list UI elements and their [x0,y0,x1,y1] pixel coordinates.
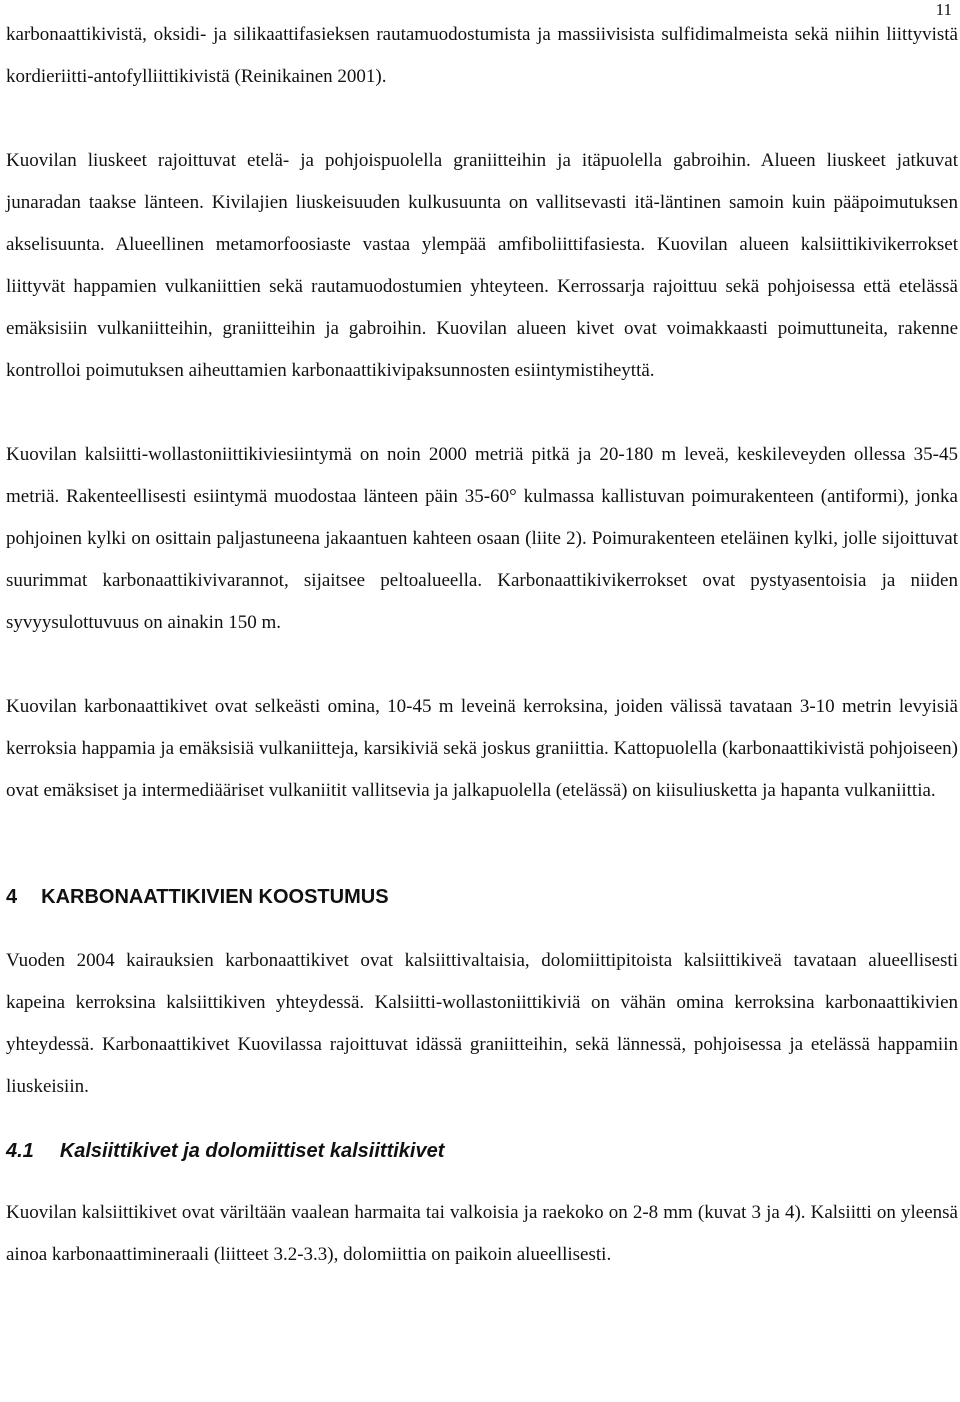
paragraph-calcite-rocks: Kuovilan kalsiittikivet ovat väriltään vaalean harmaita tai valkoisia ja raekoko on 2-8 mm (kuvat 3 ja 4). Kalsiitti on yleensä ainoa karbonaattimineraali (liitteet 3.2-3.3), dolomiittia on paikoin alueellisesti. [6,1202,958,1265]
paragraph-occurrence-dimensions: Kuovilan kalsiitti-wollastoniittikiviesiintymä on noin 2000 metriä pitkä ja 20-180 m leveä, keskileveyden ollessa 35-45 metriä. Rakenteellisesti esiintymä muodostaa länteen päin 35-60° kulmassa kallistuvan poimurakenteen (antiformi), jonka pohjoinen kylki on osittain paljastuneena jakaantuen kahteen osaan (liite 2). Poimurakenteen eteläinen kylki, jolle sijoittuvat suurimmat karbonaattikivivarannot, sijaitsee peltoalueella. Karbonaattikivikerrokset ovat pystyasentoisia ja niiden syvyysulottuvuus on ainakin 150 m. [6,444,958,633]
section-heading [6,876,958,918]
subsection-title: Kalsiittikivet ja dolomiittiset kalsiittikivet [59,1140,445,1162]
section-title: KARBONAATTIKIVIEN KOOSTUMUS [41,886,389,908]
paragraph-kuovila-schists: Kuovilan liuskeet rajoittuvat etelä- ja pohjoispuolella graniitteihin ja itäpuolella gabroihin. Alueen liuskeet jatkuvat junaradan taakse länteen. Kivilajien liuskeisuuden kulkusuunta on vallitsevasti itä-läntinen samoin kuin pääpoimutuksen akselisuunta. Alueellinen metamorfoosiaste vastaa ylempää amfiboliittifasiesta. Kuovilan alueen kalsiittikivikerrokset liittyvät happamien vulkaniittien sekä rautamuodostumien yhteyteen. Kerrossarja rajoittuu sekä pohjoisessa että etelässä emäksisiin vulkaniitteihin, graniitteihin ja gabroihin. Kuovilan alueen kivet ovat voimakkaasti poimuttuneita, rakenne kontrolloi poimutuksen aiheuttamien karbonaattikivipaksunnosten esiintymistiheyttä. [6,150,958,381]
section-number: 4 [6,886,18,908]
subsection-heading [6,1130,958,1172]
paragraph-intro-continuation: karbonaattikivistä, oksidi- ja silikaattifasieksen rautamuodostumista ja massiivisista sulfidimalmeista sekä niihin liittyvistä kordieriitti-antofylliittikivistä (Reinikainen 2001). [6,24,958,87]
document-body [6,14,958,1276]
paragraph-carbonate-layers: Kuovilan karbonaattikivet ovat selkeästi omina, 10-45 m leveinä kerroksina, joiden välissä tavataan 3-10 metrin levyisiä kerroksia happamia ja emäksisiä vulkaniitteja, karsikiviä sekä joskus graniittia. Kattopuolella (karbonaattikivistä pohjoiseen) ovat emäksiset ja intermediääriset vulkaniitit vallitsevia ja jalkapuolella (etelässä) on kiisuliusketta ja hapanta vulkaniittia. [6,696,958,801]
page-number: 11 [935,0,952,19]
paragraph-composition: Vuoden 2004 kairauksien karbonaattikivet ovat kalsiittivaltaisia, dolomiittipitoista kalsiittikiveä tavataan alueellisesti kapeina kerroksina kalsiittikiven yhteydessä. Kalsiitti-wollastoniittikiviä on vähän omina kerroksina karbonaattikivien yhteydessä. Karbonaattikivet Kuovilassa rajoittuvat idässä graniitteihin, sekä lännessä, pohjoisessa ja etelässä happamiin liuskeisiin. [6,950,958,1097]
subsection-number: 4.1 [6,1140,34,1162]
